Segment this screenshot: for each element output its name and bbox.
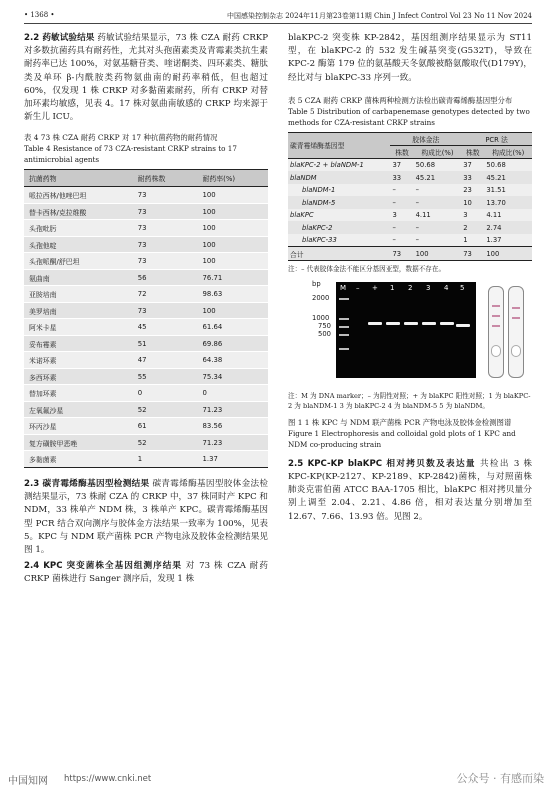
- ladder-band: [339, 334, 349, 336]
- table-cell: 73: [132, 220, 191, 237]
- table-cell: 51: [132, 335, 191, 352]
- cnki-url[interactable]: https://www.cnki.net: [64, 774, 152, 784]
- table-row: [288, 158, 532, 171]
- table-row: [24, 418, 268, 435]
- section-heading: 2.2 药敏试验结果: [24, 33, 95, 43]
- ladder-band: [339, 318, 349, 320]
- bp-tick: 1000: [312, 313, 330, 322]
- pcr-band: [404, 322, 418, 325]
- table-cell: 37: [461, 158, 484, 171]
- table-cell: 71.23: [191, 401, 269, 418]
- table-cell: 3: [390, 209, 413, 222]
- table-cell: blaNDM: [288, 171, 390, 184]
- table-cell: blaKPC: [288, 209, 390, 222]
- table-row: [24, 434, 268, 451]
- table-row: [24, 451, 268, 468]
- figure-1-caption-en: Figure 1 Electrophoresis and colloidal gold plots of 1 KPC and NDM co-producing strain: [288, 428, 516, 449]
- bp-tick: 750: [318, 321, 331, 330]
- table-row: [24, 302, 268, 319]
- table-cell: 1.37: [191, 451, 269, 468]
- table-row: [288, 184, 532, 197]
- table-cell: 73: [132, 203, 191, 220]
- table-cell: 33: [461, 171, 484, 184]
- bp-tick: 2000: [312, 293, 330, 302]
- table-cell: 13.70: [484, 196, 532, 209]
- table-cell: –: [414, 234, 462, 247]
- table-cell: 阿米卡星: [24, 319, 132, 336]
- col-subheader: 株数: [390, 145, 413, 158]
- table-cell: blaKPC-33: [288, 234, 390, 247]
- table-row: [288, 209, 532, 222]
- table-cell: 73: [461, 247, 484, 261]
- test-line: [492, 305, 500, 307]
- table-cell: 45: [132, 319, 191, 336]
- table-cell: 100: [191, 203, 269, 220]
- section-heading: 2.5 KPC-KP blaKPC 相对拷贝数及表达量: [288, 458, 476, 469]
- table-cell: 73: [132, 236, 191, 253]
- table-row: [288, 171, 532, 184]
- table-cell: –: [390, 221, 413, 234]
- table-cell: 美罗培南: [24, 302, 132, 319]
- table-header-row: [288, 132, 532, 145]
- table-cell: 23: [461, 184, 484, 197]
- lane-label: 1: [390, 283, 395, 292]
- table-cell: 100: [191, 220, 269, 237]
- electrophoresis-gel: [336, 282, 476, 378]
- table-cell: blaKPC-2 + blaNDM-1: [288, 158, 390, 171]
- table-row: [24, 368, 268, 385]
- table-cell: 100: [414, 247, 462, 261]
- colloidal-gold-strip-1: [488, 286, 504, 378]
- table-cell: 75.34: [191, 368, 269, 385]
- table-cell: 头孢他啶: [24, 236, 132, 253]
- section-body: 共检出 3 株 KPC-KP(KP-2127、KP-2189、KP-2842)菌株，与对照菌株肺炎克雷伯菌 ATCC BAA-1705 相比，blaKPC 相对拷贝量分别上调至 2.04、2.21、4.86 倍，相对表达量分别增加至 12.67、7.66、13.93 倍。见图 2。: [288, 458, 532, 522]
- table-cell: 100: [484, 247, 532, 261]
- table-row: [24, 203, 268, 220]
- table-cell: 50.68: [414, 158, 462, 171]
- figure-1-caption-cn: 图 1 1 株 KPC 与 NDM 联产菌株 PCR 产物电泳及胶体金检测图谱: [288, 417, 512, 427]
- table-row: [24, 401, 268, 418]
- table-cell: 73: [132, 253, 191, 270]
- journal-citation: 中国感染控制杂志 2024年11月第23卷第11期 Chin J Infect Control Vol 23 No 11 Nov 2024: [227, 12, 532, 20]
- table-cell: 45.21: [414, 171, 462, 184]
- table-cell: 10: [461, 196, 484, 209]
- control-line: [492, 325, 500, 327]
- table-cell: 3: [461, 209, 484, 222]
- table-row: [288, 221, 532, 234]
- col-header: PCR 法: [461, 132, 532, 145]
- section-body: 药敏试验结果显示，73 株 CZA 耐药 CRKP 对多数抗菌药具有耐药性，尤其对头孢菌素类及青霉素类抗生素耐药率已达 100%，对氨基糖苷类、喹诺酮类、四环素类、糖肽类及单环 β-内酰胺类药物氨曲南的耐药率稍低，但也超过 60%，仅发现 1 株 CRKP 对多黏菌素耐药，所有 CRKP 对替加环素均敏感，见表 4。17 株对氨曲南敏感的 CRKP 均来源于新生儿 ICU。: [24, 33, 269, 123]
- table-cell: 2: [461, 221, 484, 234]
- table-cell: 83.56: [191, 418, 269, 435]
- cnki-logo-text: 中国知网: [8, 776, 48, 787]
- table-cell: 4.11: [414, 209, 462, 222]
- table-cell: 1.37: [484, 234, 532, 247]
- table-cell: 61: [132, 418, 191, 435]
- table-cell: 72: [132, 286, 191, 303]
- table-cell: –: [390, 196, 413, 209]
- col-header: 耐药株数: [132, 170, 191, 187]
- table-cell: 47: [132, 352, 191, 369]
- table-5-body: [288, 158, 532, 260]
- table-cell: 替卡西林/克拉维酸: [24, 203, 132, 220]
- table-cell: 52: [132, 434, 191, 451]
- col-header: 胶体金法: [390, 132, 461, 145]
- table-cell: 100: [191, 302, 269, 319]
- pcr-band: [456, 324, 470, 327]
- table-cell: 头孢吡肟: [24, 220, 132, 237]
- table-row: [24, 319, 268, 336]
- table-row: [24, 286, 268, 303]
- section-heading: 2.4 KPC 突变菌株全基因组测序结果: [24, 561, 183, 572]
- lane-label: M: [340, 283, 347, 292]
- table-cell: 31.51: [484, 184, 532, 197]
- table-cell: 左氧氟沙星: [24, 401, 132, 418]
- table-row: [24, 187, 268, 204]
- table-cell: –: [414, 221, 462, 234]
- table-cell: blaKPC-2: [288, 221, 390, 234]
- table-cell: 0: [191, 385, 269, 402]
- table-cell: 37: [390, 158, 413, 171]
- sample-well: [491, 345, 501, 357]
- table-cell: 100: [191, 253, 269, 270]
- table-cell: blaNDM-5: [288, 196, 390, 209]
- table-cell: 50.68: [484, 158, 532, 171]
- table-cell: blaNDM-1: [288, 184, 390, 197]
- table-cell: 64.38: [191, 352, 269, 369]
- lane-label: 3: [426, 283, 431, 292]
- ladder-band: [339, 298, 349, 300]
- table-4-body: [24, 187, 268, 468]
- table-row: [288, 196, 532, 209]
- table-row: [24, 352, 268, 369]
- section-body: 碳青霉烯酶基因型胶体金法检测结果显示，73 株耐 CZA 的 CRKP 中，37 株同时产 KPC 和 NDM，33 株单产 NDM 株，3 株单产 KPC。碳青霉烯酶基因型 PCR 结合双向测序与胶体金方法结果一致率为 100%，见表 5。KPC 与 NDM 联产菌株 PCR 产物电泳及胶体金检测结果见图 1。: [24, 478, 269, 555]
- table-row: [24, 236, 268, 253]
- col-header: 耐药率(%): [191, 170, 269, 187]
- table-cell: 1: [132, 451, 191, 468]
- bp-tick: 500: [318, 329, 331, 338]
- ladder-band: [339, 326, 349, 328]
- table-cell: 4.11: [484, 209, 532, 222]
- table-5-caption-en: Table 5 Distribution of carbapenemase genotypes detected by two methods for CZA-resistant CRKP strains: [288, 106, 530, 127]
- figure-1: [288, 280, 532, 388]
- table-5-note: 注：– 代表胶体金法不能区分基因亚型，数据不存在。: [288, 264, 446, 273]
- table-cell: –: [414, 184, 462, 197]
- section-body: 对 73 株 CZA 耐药 CRKP 菌株进行 Sanger 测序后，发现 1 株: [24, 561, 268, 585]
- pcr-band: [368, 322, 382, 325]
- table-4: [24, 169, 268, 468]
- lane-label: 4: [444, 283, 449, 292]
- section-2-2: [24, 32, 268, 124]
- table-cell: 100: [191, 187, 269, 204]
- col-subheader: 构成比(%): [484, 145, 532, 158]
- table-cell: 56: [132, 269, 191, 286]
- pcr-band: [386, 322, 400, 325]
- table-cell: 73: [132, 187, 191, 204]
- table-cell: 氨曲南: [24, 269, 132, 286]
- page-footer: [0, 766, 556, 792]
- col-header: 抗菌药物: [24, 170, 132, 187]
- table-total-row: [288, 247, 532, 261]
- table-cell: 亚胺培南: [24, 286, 132, 303]
- table-cell: 环丙沙星: [24, 418, 132, 435]
- table-4-caption-cn: 表 4 73 株 CZA 耐药 CRKP 对 17 种抗菌药物的耐药情况: [24, 133, 218, 143]
- col-subheader: 构成比(%): [414, 145, 462, 158]
- table-row: [288, 234, 532, 247]
- bp-label: bp: [312, 279, 321, 288]
- lane-label: 2: [408, 283, 413, 292]
- table-cell: 多西环素: [24, 368, 132, 385]
- table-cell: –: [390, 184, 413, 197]
- col-header: 碳青霉烯酶基因型: [288, 132, 390, 158]
- table-cell: 69.86: [191, 335, 269, 352]
- figure-1-note: 注：M 为 DNA marker；– 为阴性对照；+ 为 blaKPC 阳性对照；1 为 blaKPC-2 为 blaNDM-1 3 为 blaKPC-2 4 为 blaNDM-5 5 为 blaNDM。: [288, 391, 531, 410]
- table-row: [24, 220, 268, 237]
- left-column: [24, 32, 268, 590]
- section-2-3: [24, 478, 268, 557]
- test-line: [512, 317, 520, 319]
- section-heading: 2.3 碳青霉烯酶基因型检测结果: [24, 478, 150, 489]
- section-2-4-continued: blaKPC-2 突变株 KP-2842，基因组测序结果显示为 ST11 型，在 blaKPC-2 的 532 发生碱基突变(G532T)，导致在 KPC-2 酶第 179 位的氨基酸天冬氨酸被酪氨酸取代(D179Y)，经比对与 blaKPC-33 序列一致。: [288, 33, 532, 83]
- table-cell: 52: [132, 401, 191, 418]
- table-cell: –: [390, 234, 413, 247]
- table-cell: 61.64: [191, 319, 269, 336]
- header-rule: [24, 23, 532, 24]
- table-cell: 71.23: [191, 434, 269, 451]
- table-cell: 替加环素: [24, 385, 132, 402]
- table-cell: 合计: [288, 247, 390, 261]
- lane-label: –: [356, 283, 360, 292]
- test-line: [512, 307, 520, 309]
- table-cell: –: [414, 196, 462, 209]
- table-5-caption-cn: 表 5 CZA 耐药 CRKP 菌株两种检测方法检出碳青霉烯酶基因型分布: [288, 95, 513, 105]
- table-row: [24, 269, 268, 286]
- col-subheader: 株数: [461, 145, 484, 158]
- table-5: [288, 132, 532, 261]
- section-2-4: [24, 560, 268, 586]
- lane-label: 5: [460, 283, 465, 292]
- sample-well: [511, 345, 521, 357]
- pcr-band: [440, 322, 454, 325]
- table-header-row: [24, 170, 268, 187]
- lane-label: +: [372, 283, 378, 292]
- test-line: [492, 315, 500, 317]
- table-cell: 55: [132, 368, 191, 385]
- right-column: [288, 32, 532, 527]
- table-cell: 2.74: [484, 221, 532, 234]
- table-row: [24, 335, 268, 352]
- table-cell: 复方磺胺甲恶唑: [24, 434, 132, 451]
- ladder-band: [339, 348, 349, 350]
- table-cell: 0: [132, 385, 191, 402]
- table-cell: 妥布霉素: [24, 335, 132, 352]
- table-cell: 哌拉西林/他唑巴坦: [24, 187, 132, 204]
- table-cell: 多黏菌素: [24, 451, 132, 468]
- section-2-5: [288, 458, 532, 524]
- table-cell: 45.21: [484, 171, 532, 184]
- table-cell: 100: [191, 236, 269, 253]
- table-row: [24, 385, 268, 402]
- running-header: [24, 8, 532, 24]
- table-cell: 33: [390, 171, 413, 184]
- table-cell: 73: [390, 247, 413, 261]
- pcr-band: [422, 322, 436, 325]
- table-cell: 头孢哌酮/舒巴坦: [24, 253, 132, 270]
- page-number: • 1368 •: [24, 11, 55, 19]
- colloidal-gold-strip-2: [508, 286, 524, 378]
- table-cell: 98.63: [191, 286, 269, 303]
- table-cell: 1: [461, 234, 484, 247]
- wechat-watermark: 公众号 · 有感而染: [456, 772, 544, 785]
- table-cell: 76.71: [191, 269, 269, 286]
- table-cell: 73: [132, 302, 191, 319]
- table-4-caption-en: Table 4 Resistance of 73 CZA-resistant CRKP strains to 17 antimicrobial agents: [24, 144, 237, 165]
- table-row: [24, 253, 268, 270]
- table-cell: 米诺环素: [24, 352, 132, 369]
